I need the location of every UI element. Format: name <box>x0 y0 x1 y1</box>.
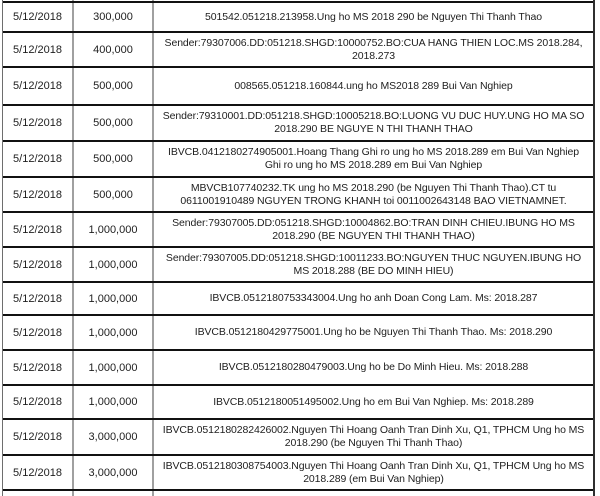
partial-row-bottom <box>3 491 593 496</box>
transaction-row <box>3 68 593 106</box>
cell-transaction-amount[interactable]: 300,000 <box>74 3 154 31</box>
partial-cell-date <box>3 0 74 1</box>
transaction-row <box>3 3 593 33</box>
cell-transaction-date[interactable]: 5/12/2018 <box>3 283 74 314</box>
cell-transaction-amount[interactable]: 1,000,000 <box>74 248 154 281</box>
cell-transaction-description[interactable]: MBVCB107740232.TK ung ho MS 2018.290 (be Nguyen Thi Thanh Thao).CT tu 0611001910489 NGUYEN TRONG KHANH toi 0011002643148 BAO VIETNAMNET. <box>180 181 567 207</box>
cell-transaction-amount[interactable]: 3,000,000 <box>74 456 154 489</box>
cell-transaction-amount[interactable]: 500,000 <box>74 68 154 104</box>
cell-transaction-date[interactable]: 5/12/2018 <box>3 33 74 66</box>
partial-cell-amount <box>74 491 154 496</box>
transaction-row <box>3 386 593 420</box>
transaction-row <box>3 213 593 248</box>
cell-transaction-description[interactable]: IBVCB.0512180051495002.Ung ho em Bui Van Nghiep. Ms: 2018.289 <box>213 395 534 408</box>
cell-transaction-amount[interactable]: 1,000,000 <box>74 316 154 349</box>
cell-transaction-date[interactable]: 5/12/2018 <box>3 213 74 246</box>
cell-transaction-amount[interactable]: 500,000 <box>74 106 154 140</box>
cell-transaction-description[interactable]: IBVCB.0512180282426002.Nguyen Thi Hoang Oanh Tran Dinh Xu, Q1, TPHCM Ung ho MS 2018.290 (be Nguyen Thi Thanh Thao) <box>162 424 585 449</box>
cell-transaction-amount[interactable]: 1,000,000 <box>74 386 154 418</box>
cell-transaction-amount[interactable]: 500,000 <box>74 178 154 211</box>
cell-transaction-date[interactable]: 5/12/2018 <box>3 386 74 418</box>
cell-transaction-date[interactable]: 5/12/2018 <box>3 68 74 104</box>
cell-transaction-description[interactable]: IBVCB.0512180429775001.Ung ho be Nguyen Thi Thanh Thao. Ms: 2018.290 <box>194 326 553 338</box>
transaction-table <box>2 0 595 496</box>
cell-transaction-amount[interactable]: 1,000,000 <box>74 351 154 384</box>
cell-transaction-date[interactable]: 5/12/2018 <box>3 248 74 281</box>
cell-transaction-description[interactable]: IBVCB.0512180753343004.Ung ho anh Doan Cong Lam. Ms: 2018.287 <box>209 292 538 304</box>
cell-transaction-amount[interactable]: 1,000,000 <box>74 283 154 314</box>
partial-cell-description <box>154 491 593 496</box>
cell-transaction-description[interactable]: Sender:79310001.DD:051218.SHGD:10005218.BO:LUONG VU DUC HUY.UNG HO MA SO 2018.290 BE NGUYE N THI THANH THAO <box>162 110 585 135</box>
transaction-row <box>3 283 593 316</box>
transaction-row <box>3 178 593 213</box>
cell-transaction-amount[interactable]: 500,000 <box>74 142 154 176</box>
cell-transaction-date[interactable]: 5/12/2018 <box>3 106 74 140</box>
cell-transaction-amount[interactable]: 1,000,000 <box>74 213 154 246</box>
cell-transaction-description[interactable]: 008565.051218.160844.ung ho MS2018 289 Bui Van Nghiep <box>234 79 513 92</box>
transaction-row <box>3 316 593 351</box>
cell-transaction-description[interactable]: IBVCB.0512180280479003.Ung ho be Do Minh Hieu. Ms: 2018.288 <box>218 361 529 373</box>
cell-transaction-date[interactable]: 5/12/2018 <box>3 316 74 349</box>
cell-transaction-description[interactable]: 501542.051218.213958.Ung ho MS 2018 290 be Nguyen Thi Thanh Thao <box>205 10 542 23</box>
cell-transaction-description[interactable]: Sender:79307005.DD:051218.SHGD:10004862.BO:TRAN DINH CHIEU.IBUNG HO MS 2018.290 (BE NGUYEN THI THANH THAO) <box>172 216 575 242</box>
transaction-row <box>3 351 593 386</box>
partial-cell-description <box>154 0 593 2</box>
cell-transaction-date[interactable]: 5/12/2018 <box>3 142 74 176</box>
transaction-row <box>3 106 593 142</box>
cell-transaction-description[interactable]: IBVCB.0412180274905001.Hoang Thang Ghi ro ung ho MS 2018.289 em Bui Van Nghiep Ghi ro ung ho MS 2018.289 em Bui Van Nghiep <box>168 146 579 171</box>
cell-transaction-amount[interactable]: 400,000 <box>74 33 154 66</box>
transaction-row <box>3 142 593 178</box>
partial-cell-date <box>3 491 74 496</box>
cell-transaction-date[interactable]: 5/12/2018 <box>3 3 74 31</box>
cell-transaction-date[interactable]: 5/12/2018 <box>3 420 74 454</box>
cell-transaction-date[interactable]: 5/12/2018 <box>3 351 74 384</box>
cell-transaction-amount[interactable]: 3,000,000 <box>74 420 154 454</box>
transaction-row <box>3 456 593 491</box>
cell-transaction-description[interactable]: Sender:79307005.DD:051218.SHGD:10011233.BO:NGUYEN THUC NGUYEN.IBUNG HO MS 2018.288 (BE DO MINH HIEU) <box>165 251 582 277</box>
cell-transaction-date[interactable]: 5/12/2018 <box>3 178 74 211</box>
cell-transaction-date[interactable]: 5/12/2018 <box>3 456 74 489</box>
transaction-row <box>3 33 593 68</box>
partial-cell-amount <box>74 0 154 1</box>
cell-transaction-description[interactable]: Sender:79307006.DD:051218.SHGD:10000752.BO:CUA HANG THIEN LOC.MS 2018.284, 2018.273 <box>164 36 583 62</box>
cell-transaction-description[interactable]: IBVCB.0512180308754003.Nguyen Thi Hoang Oanh Tran Dinh Xu, Q1, TPHCM Ung ho MS 2018.289 (em Bui Van Nghiep) <box>162 459 585 485</box>
transaction-row <box>3 248 593 283</box>
transaction-row <box>3 420 593 456</box>
